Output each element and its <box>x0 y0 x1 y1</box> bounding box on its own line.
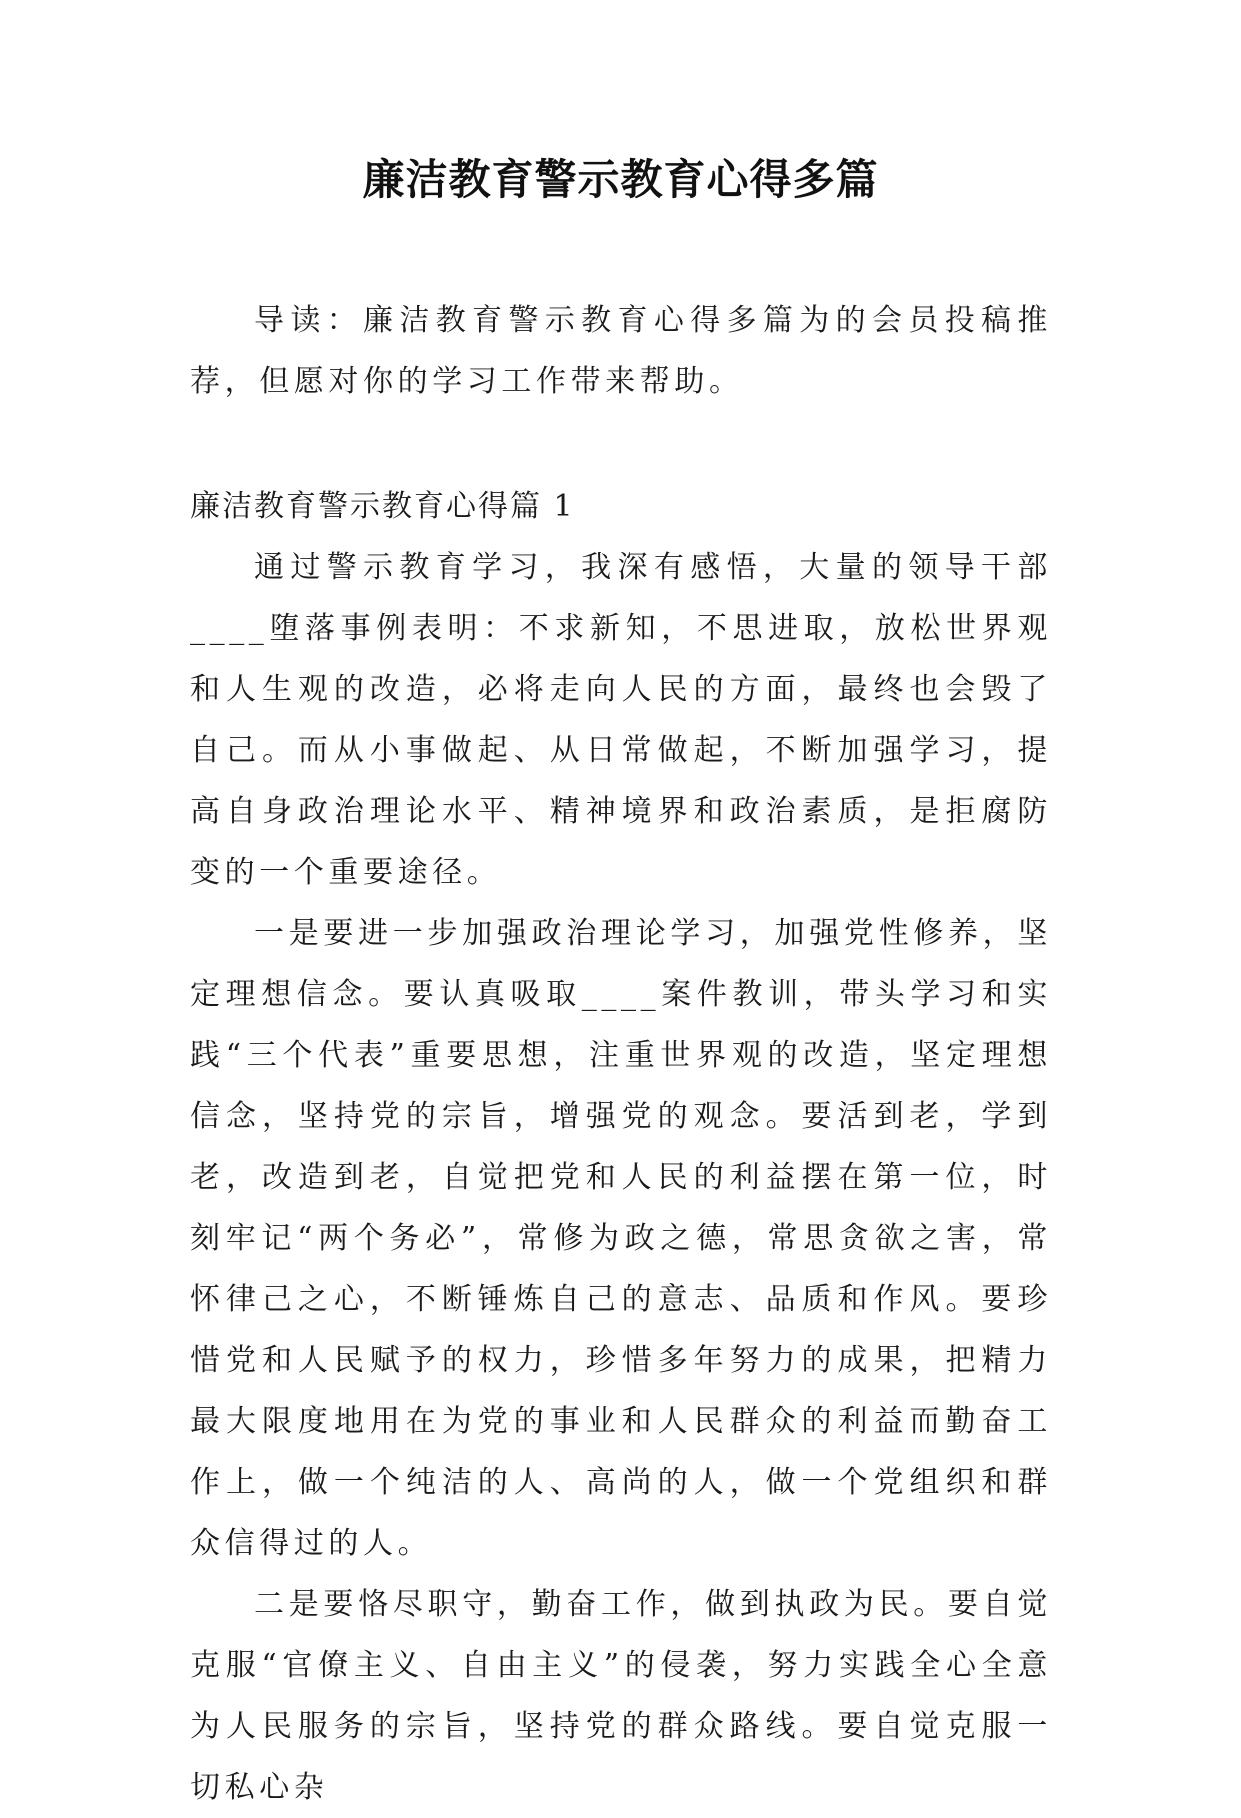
body-paragraph-2: 一是要进一步加强政治理论学习，加强党性修养，坚定理想信念。要认真吸取____案件教训，带头学习和实践“三个代表”重要思想，注重世界观的改造，坚定理想信念，坚持党的宗旨，增强党的观念。要活到老，学到老，改造到老，自觉把党和人民的利益摆在第一位，时刻牢记“两个务必”，常修为政之德，常思贪欲之害，常怀律己之心，不断锤炼自己的意志、品质和作风。要珍惜党和人民赋予的权力，珍惜多年努力的成果，把精力最大限度地用在为党的事业和人民群众的利益而勤奋工作上，做一个纯洁的人、高尚的人，做一个党组织和群众信得过的人。 <box>190 916 1052 1561</box>
body-paragraph-1: 通过警示教育学习，我深有感悟，大量的领导干部____堕落事例表明：不求新知，不思进取，放松世界观和人生观的改造，必将走向人民的方面，最终也会毁了自己。而从小事做起、从日常做起，不断加强学习，提高自身政治理论水平、精神境界和政治素质，是拒腐防变的一个重要途径。 <box>190 550 1052 890</box>
body-paragraph-3: 二是要恪尽职守，勤奋工作，做到执政为民。要自觉克服“官僚主义、自由主义”的侵袭，努力实践全心全意为人民服务的宗旨，坚持党的群众路线。要自觉克服一切私心杂 <box>190 1587 1052 1805</box>
section-heading: 廉洁教育警示教育心得篇 1 <box>190 489 575 524</box>
document-title: 廉洁教育警示教育心得多篇 <box>362 155 879 204</box>
intro-paragraph: 导读：廉洁教育警示教育心得多篇为的会员投稿推荐，但愿对你的学习工作带来帮助。 <box>190 303 1052 399</box>
document-body <box>190 290 1052 1818</box>
